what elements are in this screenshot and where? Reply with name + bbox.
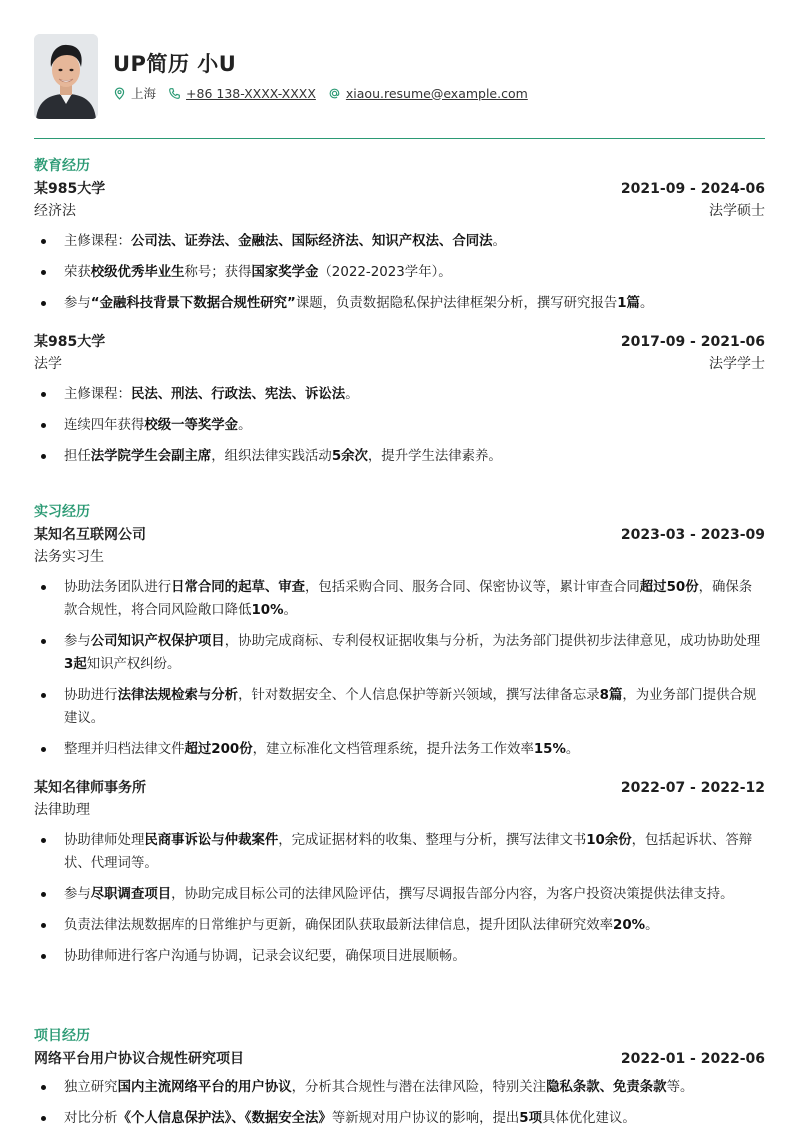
list-item: 协助律师进行客户沟通与协调，记录会议纪要，确保项目进展顺畅。	[34, 945, 765, 968]
project-date: 2022-01 - 2022-06	[620, 1051, 765, 1067]
project-entry-header	[34, 1048, 765, 1070]
project-name: 网络平台用户协议合规性研究项目	[34, 1051, 244, 1067]
internship-entry-sub	[34, 546, 765, 568]
header-info	[113, 34, 540, 102]
project-section	[34, 1026, 765, 1130]
degree: 法学硕士	[709, 203, 765, 219]
list-item: 协助法务团队进行日常合同的起草、审查，包括采购合同、服务合同、保密协议等，累计审查合同超过50份，确保条款合规性，将合同风险敞口降低10%。	[34, 576, 765, 622]
list-item: 参与公司知识产权保护项目，协助完成商标、专利侵权证据收集与分析，为法务部门提供初步法律意见，成功协助处理3起知识产权纠纷。	[34, 630, 765, 676]
education-date: 2017-09 - 2021-06	[620, 334, 765, 350]
at-sign-icon	[328, 87, 341, 100]
contact-email[interactable]	[328, 86, 528, 101]
internship-entry-header	[34, 777, 765, 799]
resume-name: UP简历 小U	[113, 52, 237, 76]
contact-phone[interactable]	[168, 86, 316, 101]
role: 法律助理	[34, 802, 90, 818]
contact-location	[113, 84, 156, 102]
list-item: 连续四年获得校级一等奖学金。	[34, 414, 765, 437]
section-title-education: 教育经历	[34, 158, 90, 174]
list-item: 负责法律法规数据库的日常维护与更新，确保团队获取最新法律信息，提升团队法律研究效率20%。	[34, 914, 765, 937]
header-divider	[34, 138, 765, 139]
list-item: 荣获校级优秀毕业生称号；获得国家奖学金（2022-2023学年）。	[34, 261, 765, 284]
resume-page	[34, 34, 765, 1126]
company-name: 某知名互联网公司	[34, 527, 146, 543]
internship-bullets	[34, 576, 765, 761]
school-name: 某985大学	[34, 334, 106, 350]
education-entry-header	[34, 331, 765, 353]
major: 法学	[34, 356, 62, 372]
phone-link[interactable]: +86 138-XXXX-XXXX	[186, 85, 316, 101]
list-item: 协助律师处理民商事诉讼与仲裁案件，完成证据材料的收集、整理与分析，撰写法律文书10余份，包括起诉状、答辩状、代理词等。	[34, 829, 765, 875]
internship-date: 2023-03 - 2023-09	[620, 527, 765, 543]
list-item: 主修课程：公司法、证券法、金融法、国际经济法、知识产权法、合同法。	[34, 230, 765, 253]
education-entry-sub	[34, 353, 765, 375]
internship-entry-sub	[34, 799, 765, 821]
project-bullets	[34, 1076, 765, 1130]
email-link[interactable]: xiaou.resume@example.com	[345, 85, 528, 101]
location-pin-icon	[113, 87, 126, 100]
education-section	[34, 156, 765, 468]
degree: 法学学士	[709, 356, 765, 372]
phone-icon	[168, 87, 181, 100]
list-item: 对比分析《个人信息保护法》、《数据安全法》等新规对用户协议的影响，提出5项具体优化建议。	[34, 1107, 765, 1130]
education-bullets	[34, 230, 765, 315]
internship-date: 2022-07 - 2022-12	[620, 780, 765, 796]
list-item: 参与“金融科技背景下数据合规性研究”课题，负责数据隐私保护法律框架分析，撰写研究报告1篇。	[34, 292, 765, 315]
internship-bullets	[34, 829, 765, 968]
resume-header	[34, 34, 765, 120]
section-title-project: 项目经历	[34, 1028, 90, 1044]
school-name: 某985大学	[34, 181, 106, 197]
list-item: 协助进行法律法规检索与分析，针对数据安全、个人信息保护等新兴领域，撰写法律备忘录8篇，为业务部门提供合规建议。	[34, 684, 765, 730]
major: 经济法	[34, 203, 76, 219]
list-item: 独立研究国内主流网络平台的用户协议，分析其合规性与潜在法律风险，特别关注隐私条款、免责条款等。	[34, 1076, 765, 1099]
contact-row	[113, 84, 540, 102]
location-text: 上海	[131, 86, 157, 101]
section-title-internship: 实习经历	[34, 504, 90, 520]
list-item: 整理并归档法律文件超过200份，建立标准化文档管理系统，提升法务工作效率15%。	[34, 738, 765, 761]
list-item: 担任法学院学生会副主席，组织法律实践活动5余次，提升学生法律素养。	[34, 445, 765, 468]
education-entry-header	[34, 178, 765, 200]
internship-entry-header	[34, 524, 765, 546]
education-bullets	[34, 383, 765, 468]
role: 法务实习生	[34, 549, 104, 565]
list-item: 参与尽职调查项目，协助完成目标公司的法律风险评估，撰写尽调报告部分内容，为客户投资决策提供法律支持。	[34, 883, 765, 906]
education-date: 2021-09 - 2024-06	[620, 181, 765, 197]
internship-section	[34, 502, 765, 968]
education-entry-sub	[34, 200, 765, 222]
list-item: 主修课程：民法、刑法、行政法、宪法、诉讼法。	[34, 383, 765, 406]
avatar	[34, 34, 98, 119]
company-name: 某知名律师事务所	[34, 780, 146, 796]
